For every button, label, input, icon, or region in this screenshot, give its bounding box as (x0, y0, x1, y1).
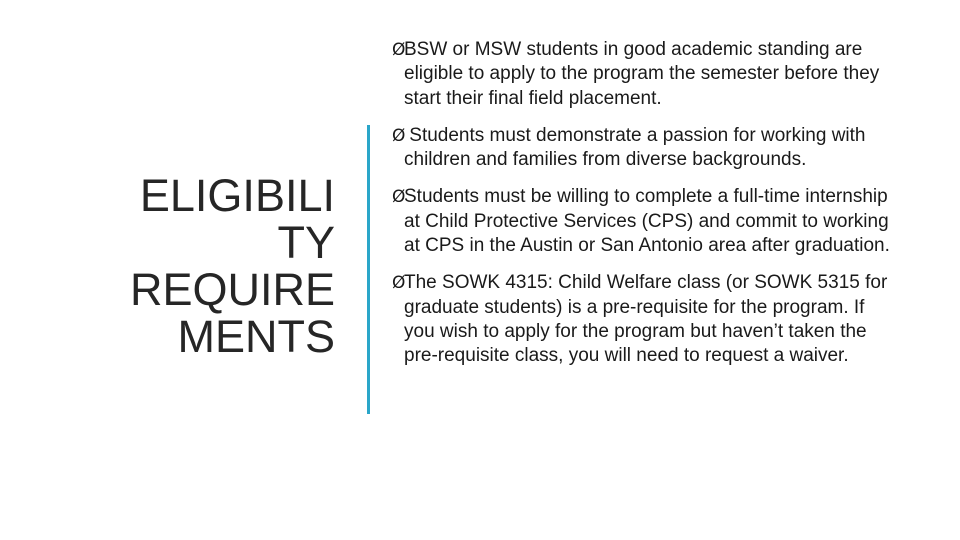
bullet-text: Students must demonstrate a passion for working with children and families from diverse backgrounds. (404, 124, 871, 171)
title-line: TY (277, 217, 335, 268)
title-line: REQUIRE (129, 264, 335, 315)
bullet-text: The SOWK 4315: Child Welfare class (or SOWK 5315 for graduate students) is a pre-requisite for the program. If you wish to apply for the program but haven’t taken the pre-requisite class, you will need to request a waiver. (404, 272, 888, 367)
arrow-bullet-icon: Ø (392, 273, 406, 294)
list-item (392, 271, 895, 368)
list-item (392, 38, 895, 111)
arrow-bullet-icon: Ø (392, 187, 406, 208)
arrow-bullet-icon: Ø (392, 125, 406, 146)
requirements-list (392, 38, 895, 369)
arrow-bullet-icon: Ø (392, 40, 406, 60)
slide-title (60, 172, 335, 360)
title-line: ELIGIBILI (139, 170, 335, 221)
list-item (392, 185, 895, 258)
bullet-text: BSW or MSW students in good academic standing are eligible to apply to the program the semester before they start their final field placement. (404, 39, 880, 109)
vertical-divider (367, 125, 370, 414)
title-line: MENTS (177, 311, 335, 362)
list-item (392, 124, 895, 173)
bullet-text: Students must be willing to complete a full-time internship at Child Protective Services (CPS) and commit to working at CPS in the Austin or San Antonio area after graduation. (404, 186, 890, 257)
